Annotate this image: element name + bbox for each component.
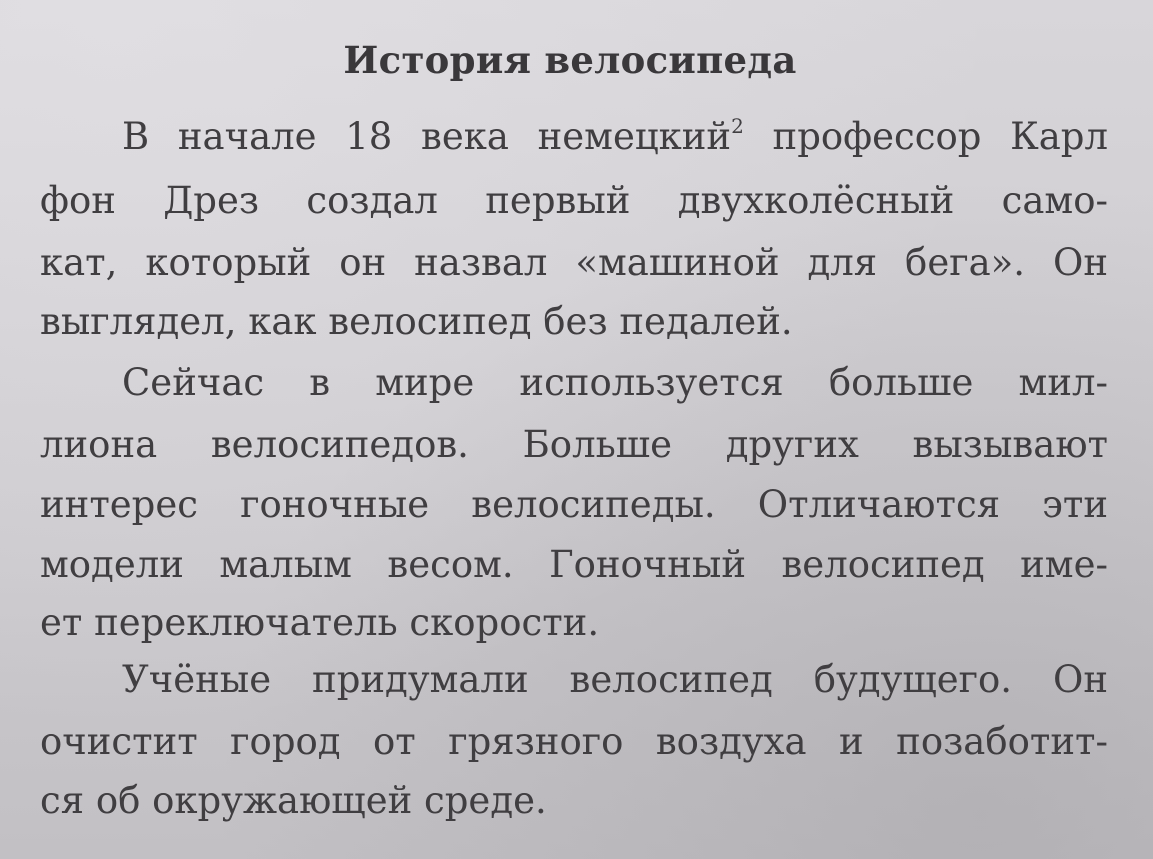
paragraph-1-line-1 [122,112,1108,162]
paragraph-1-line-4: выглядел, как велосипед без педалей. [40,300,793,343]
page-title: История велосипеда [343,38,797,82]
paragraph-2-line-1: Сейчас в мире используется больше мил- [122,361,1108,404]
paragraph-1-line-1-start: В начале 18 века немецкий [122,115,732,158]
paragraph-3-line-2: очистит город от грязного воздуха и позаботит- [40,720,1108,763]
paragraph-3-line-3: ся об окружающей среде. [40,779,547,822]
paragraph-2-line-4: модели малым весом. Гоночный велосипед име- [40,543,1108,586]
footnote-mark: 2 [731,114,744,138]
paragraph-1-line-3: кат, который он назвал «машиной для бега». Он [40,241,1108,284]
paragraph-3-line-1: Учёные придумали велосипед будущего. Он [122,658,1108,701]
paragraph-2-line-5: ет переключатель скорости. [40,601,600,644]
paragraph-2-line-2: лиона велосипедов. Больше других вызывают [40,423,1108,466]
paragraph-1-line-2: фон Дрез создал первый двухколёсный само- [40,179,1108,222]
paragraph-2-line-3: интерес гоночные велосипеды. Отличаются эти [40,483,1108,526]
paragraph-1-line-1-end: профессор Карл [743,115,1108,158]
